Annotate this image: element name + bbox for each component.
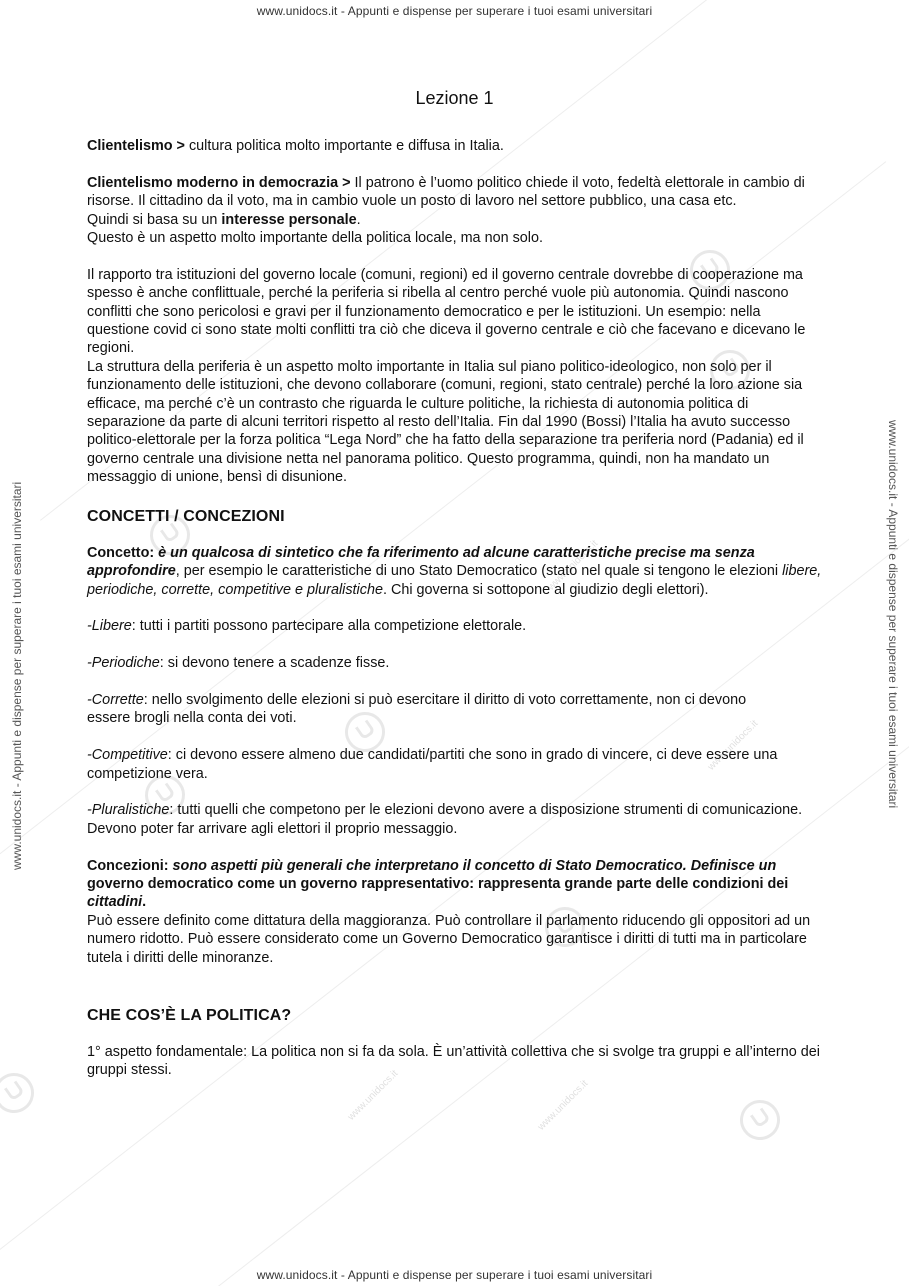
- item-corrette: [87, 691, 822, 709]
- term-interesse-personale: interesse personale: [221, 211, 357, 228]
- item-continuation: essere brogli nella conta dei voti.: [87, 710, 297, 727]
- paragraph-concetto: [87, 544, 822, 599]
- item-text: : si devono tenere a scadenze fisse.: [159, 655, 390, 672]
- watermark-text: www.unidocs.it: [545, 538, 601, 593]
- item-text: : tutti i partiti possono partecipare alla competizione elettorale.: [131, 618, 527, 635]
- page-title: Lezione 1: [415, 88, 494, 108]
- item-competitive: [87, 746, 822, 764]
- concezioni-definition: .: [142, 894, 147, 911]
- watermark-text: www.unidocs.it: [535, 1078, 591, 1133]
- item-text: : nello svolgimento delle elezioni si può esercitare il diritto di voto correttamente, non ci devono: [143, 691, 747, 708]
- paragraph-politica: 1° aspetto fondamentale: La politica non si fa da sola. È un’attività collettiva che si svolge tra gruppi e all’interno dei gruppi stessi.: [87, 1043, 820, 1079]
- paragraph-struttura-periferia: La struttura della periferia è un aspetto molto importante in Italia sul piano politico-ideologico, non solo per il funzionamento delle istituzioni, che devono collaborare (comuni, regioni, stato centrale) perché la loro azione sia efficace, ma perché c’è un contrasto che riguarda le culture politiche, la richiesta di autonomia politica di separazione da parte di alcuni territori rispetto al resto dell’Italia. Fin dal 1990 (Bossi) l’Italia ha avuto successo politico-elettorale per la forza politica “Lega Nord” che ha fatto della separazione tra periferia nord (Padania) ed il governo centrale una divisione netta nel panorama politico. Questo programma, quindi, non ha mandato un messaggio di unione, bensì di disunione.: [87, 358, 804, 486]
- paragraph-text: Il patrono è l’uomo politico chiede il voto, fedeltà elettorale in cambio di risorse. Il cittadino da il voto, ma in cambio vuole un posto di lavoro nel settore pubblico, una casa etc.: [87, 174, 805, 210]
- paragraph-text: .: [356, 211, 361, 228]
- item-periodiche: [87, 654, 822, 672]
- paragraph-clientelismo: [87, 137, 822, 155]
- side-banner-left: www.unidocs.it - Appunti e dispense per superare i tuoi esami universitari: [10, 481, 24, 870]
- watermark-text: www.unidocs.it: [345, 1068, 401, 1123]
- concetto-definition: è un qualcosa di sintetico che fa riferimento ad alcune caratteristiche precise ma senza approfondire: [87, 544, 755, 580]
- term-concezioni: Concezioni:: [87, 857, 173, 874]
- item-term: -Competitive: [87, 747, 168, 764]
- characteristics-list: libere, periodiche, corrette, competitive e pluralistiche: [87, 563, 822, 598]
- paragraph-rapporto-istituzioni: Il rapporto tra istituzioni del governo locale (comuni, regioni) ed il governo centrale dovrebbe di cooperazione ma spesso è anche conflittuale, perché la periferia si ribella al centro perché vuole più autonomia. Quindi nascono conflitti che sono pericolosi e gravi per il funzionamento democratico e per le istituzioni. Un esempio: nella questione covid ci sono state molti conflitti tra ciò che diceva il governo centrale e ciò che facevano e dicevano le regioni.: [87, 266, 806, 357]
- concezioni-definition: sono aspetti più generali che interpretano il concetto di Stato Democratico. Definisce un: [172, 857, 777, 874]
- paragraph-text: , per esempio le caratteristiche di uno Stato Democratico (stato nel quale si tengono le elezioni: [175, 563, 783, 580]
- paragraph-text: Quindi si basa su un: [87, 211, 222, 228]
- watermark-text: www.unidocs.it: [705, 718, 761, 773]
- paragraph-line: Questo è un aspetto molto importante della politica locale, ma non solo.: [87, 230, 543, 247]
- item-term: -Pluralistiche: [87, 802, 170, 819]
- section-heading-politica: CHE COS’È LA POLITICA?: [87, 1006, 292, 1024]
- item-pluralistiche: [87, 801, 822, 838]
- item-text: : ci devono essere almeno due candidati/partiti che sono in grado di vincere, ci deve essere una: [167, 747, 778, 764]
- paragraph-clientelismo-moderno: [87, 174, 822, 211]
- paragraph-concezioni-definition: [87, 857, 822, 912]
- concezioni-definition: cittadini: [87, 894, 143, 911]
- paragraph-text: . Chi governa si sottopone al giudizio degli elettori).: [382, 581, 709, 598]
- term-clientelismo: Clientelismo >: [87, 138, 185, 154]
- page-header-banner: www.unidocs.it - Appunti e dispense per superare i tuoi esami universitari: [256, 4, 653, 18]
- paragraph-text: cultura politica molto importante e diffusa in Italia.: [184, 138, 504, 154]
- document-body: [87, 88, 822, 1080]
- term-clientelismo-moderno: Clientelismo moderno in democrazia >: [87, 174, 351, 191]
- section-heading-concetti: CONCETTI / CONCEZIONI: [87, 507, 285, 525]
- paragraph-concezioni: Può essere definito come dittatura della maggioranza. Può controllare il parlamento riducendo gli oppositori ad un numero ridotto. Può essere considerato come un Governo Democratico garantisce i diritti di tutti ma in particolare tutela i diritti delle minoranze.: [87, 912, 811, 966]
- watermark-logo-icon: [732, 1092, 788, 1148]
- item-continuation: competizione vera.: [87, 765, 208, 782]
- page-footer-banner: www.unidocs.it - Appunti e dispense per superare i tuoi esami universitari: [256, 1268, 653, 1282]
- paragraph-line: [87, 211, 822, 229]
- watermark-logo-icon: [0, 1065, 42, 1121]
- item-term: -Periodiche: [87, 655, 160, 672]
- item-term: -Corrette: [87, 691, 144, 708]
- term-concetto: Concetto:: [87, 544, 159, 561]
- item-libere: [87, 617, 822, 635]
- item-text: : tutti quelli che competono per le elezioni devono avere a disposizione strumenti di comunicazione. Devono poter far arrivare agli elettori il proprio messaggio.: [87, 802, 803, 837]
- item-term: -Libere: [87, 618, 132, 635]
- side-banner-right: www.unidocs.it - Appunti e dispense per superare i tuoi esami universitari: [886, 420, 900, 809]
- concezioni-definition: governo democratico come un governo rappresentativo: rappresenta grande parte delle condizioni dei: [87, 875, 789, 892]
